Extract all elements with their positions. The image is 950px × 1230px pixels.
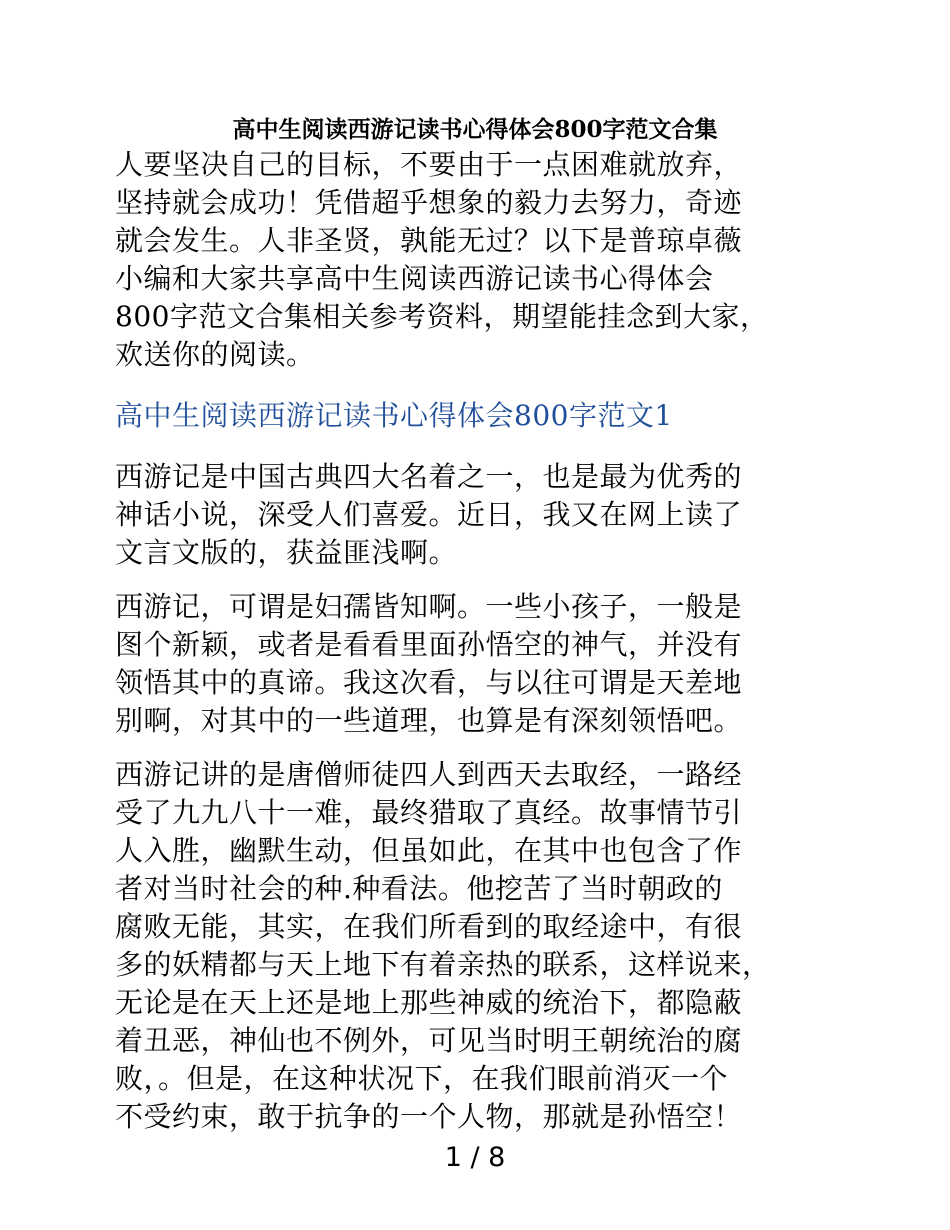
document-title: 高中生阅读西游记读书心得体会800字范文合集: [232, 116, 718, 143]
body-paragraph-1: 西游记是中国古典四大名着之一，也是最为优秀的 神话小说，深受人们喜爱。近日，我又在网上读了 文言文版的，获益匪浅啊。: [115, 460, 743, 569]
intro-paragraph: 人要坚决自己的目标，不要由于一点困难就放弃， 坚持就会成功！凭借超乎想象的毅力去努力，奇迹 就会发生。人非圣贤，孰能无过？以下是普琼卓薇 小编和大家共享高中生阅读西游记读书心得体会 800字范文合集相关参考资料，期望能挂念到大家， 欢送你的阅读。: [115, 148, 769, 371]
document-body: [115, 146, 840, 1152]
body-paragraph-2: 西游记，可谓是妇孺皆知啊。一些小孩子，一般是 图个新颖，或者是看看里面孙悟空的神气，并没有 领悟其中的真谛。我这次看，与以往可谓是天差地 别啊，对其中的一些道理，也算是有深刻领悟吧。: [115, 590, 743, 737]
body-paragraph-3: 西游记讲的是唐僧师徒四人到西天去取经，一路经 受了九九八十一难，最终猎取了真经。故事情节引 人入胜，幽默生动，但虽如此，在其中也包含了作 者对当时社会的种.种看法。他挖苦了当时朝政的 腐败无能，其实，在我们所看到的取经途中，有很 多的妖精都与天上地下有着亲热的联系，这样说来， 无论是在天上还是地上那些神威的统治下，都隐蔽 着丑恶，神仙也不例外，可见当时明王朝统治的腐 败，。但是，在这种状况下，在我们眼前消灭一个 不受约束，敢于抗争的一个人物，那就是孙悟空！: [115, 758, 771, 1133]
section-heading: 高中生阅读西游记读书心得体会800字范文1: [115, 399, 673, 432]
page-number: 1 / 8: [444, 1142, 506, 1173]
